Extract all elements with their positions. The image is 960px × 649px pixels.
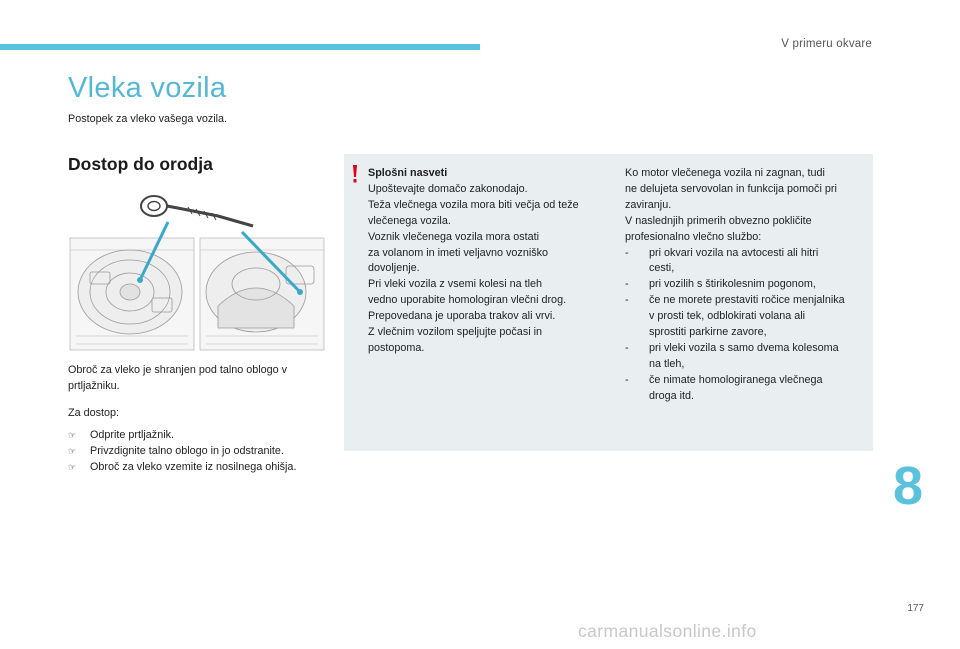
- notes-line: profesionalno vlečno službo:: [625, 230, 762, 243]
- list-item: ☞ Odprite prtljažnik.: [68, 428, 296, 444]
- notes-line: Ko motor vlečenega vozila ni zagnan, tudi: [625, 167, 825, 179]
- intro-text: Postopek za vleko vašega vozila.: [68, 113, 228, 125]
- chapter-number: 8: [893, 456, 924, 516]
- notes-line: zaviranju.: [625, 198, 672, 211]
- watermark: carmanualsonline.info: [578, 621, 757, 641]
- warning-title: Splošni nasveti: [368, 167, 448, 179]
- notes-line: ne delujeta servovolan in funkcija pomoči pri: [625, 182, 837, 195]
- list-item: - če nimate homologiranega vlečnega droga itd.: [625, 373, 823, 402]
- pointing-hand-icon: ☞: [68, 430, 77, 440]
- list-item: ☞ Privzdignite talno oblogo in jo odstranite.: [68, 444, 296, 460]
- general-advice: [368, 166, 616, 357]
- tool-access-heading: Dostop do orodja: [68, 154, 213, 174]
- list-item: - pri vozilih s štirikolesnim pogonom,: [625, 278, 816, 291]
- warning-line: postopoma.: [368, 341, 425, 354]
- exclamation-icon: [350, 164, 360, 184]
- warning-line: za volanom in imeti veljavno vozniško: [368, 246, 549, 259]
- warning-line: Teža vlečnega vozila mora biti večja od teže: [368, 198, 579, 211]
- towing-eye-illustration: [68, 188, 328, 358]
- notes-line: V naslednjih primerih obvezno pokličite: [625, 214, 812, 227]
- warning-line: Pri vleki vozila z vsemi kolesi na tleh: [368, 278, 543, 291]
- section-label: V primeru okvare: [781, 38, 872, 50]
- warning-line: Prepovedana je uporaba trakov ali vrvi.: [368, 310, 556, 323]
- page-number: 177: [907, 603, 924, 614]
- cases-list: [625, 246, 871, 405]
- warning-line: Upoštevajte domačo zakonodajo.: [368, 182, 528, 195]
- warning-line: dovoljenje.: [368, 262, 420, 275]
- access-label: Za dostop:: [68, 407, 120, 419]
- list-item: - pri okvari vozila na avtocesti ali hitri cesti,: [625, 246, 819, 275]
- warning-line: vedno uporabite homologiran vlečni drog.: [368, 294, 567, 307]
- warning-line: Z vlečnim vozilom speljujte počasi in: [368, 326, 543, 339]
- page-title: Vleka vozila: [68, 72, 227, 104]
- warning-line: vlečenega vozila.: [368, 214, 451, 227]
- caption-line-2: prtljažniku.: [68, 380, 120, 392]
- top-accent-bar: [0, 44, 480, 50]
- warning-line: Voznik vlečenega vozila mora ostati: [368, 230, 540, 243]
- towing-service-notes: [625, 166, 871, 405]
- list-item: - pri vleki vozila s samo dvema kolesoma na tleh,: [625, 341, 839, 370]
- access-steps: [68, 428, 296, 475]
- pointing-hand-icon: ☞: [68, 445, 77, 456]
- caption-line-1: Obroč za vleko je shranjen pod talno oblogo v: [68, 364, 288, 376]
- pointing-hand-icon: ☞: [68, 461, 77, 472]
- list-item: ☞ Obroč za vleko vzemite iz nosilnega ohišja.: [68, 460, 296, 476]
- list-item: - če ne morete prestaviti ročice menjalnika v prosti tek, odblokirati volana ali sprostiti parkirne zavore,: [625, 294, 845, 339]
